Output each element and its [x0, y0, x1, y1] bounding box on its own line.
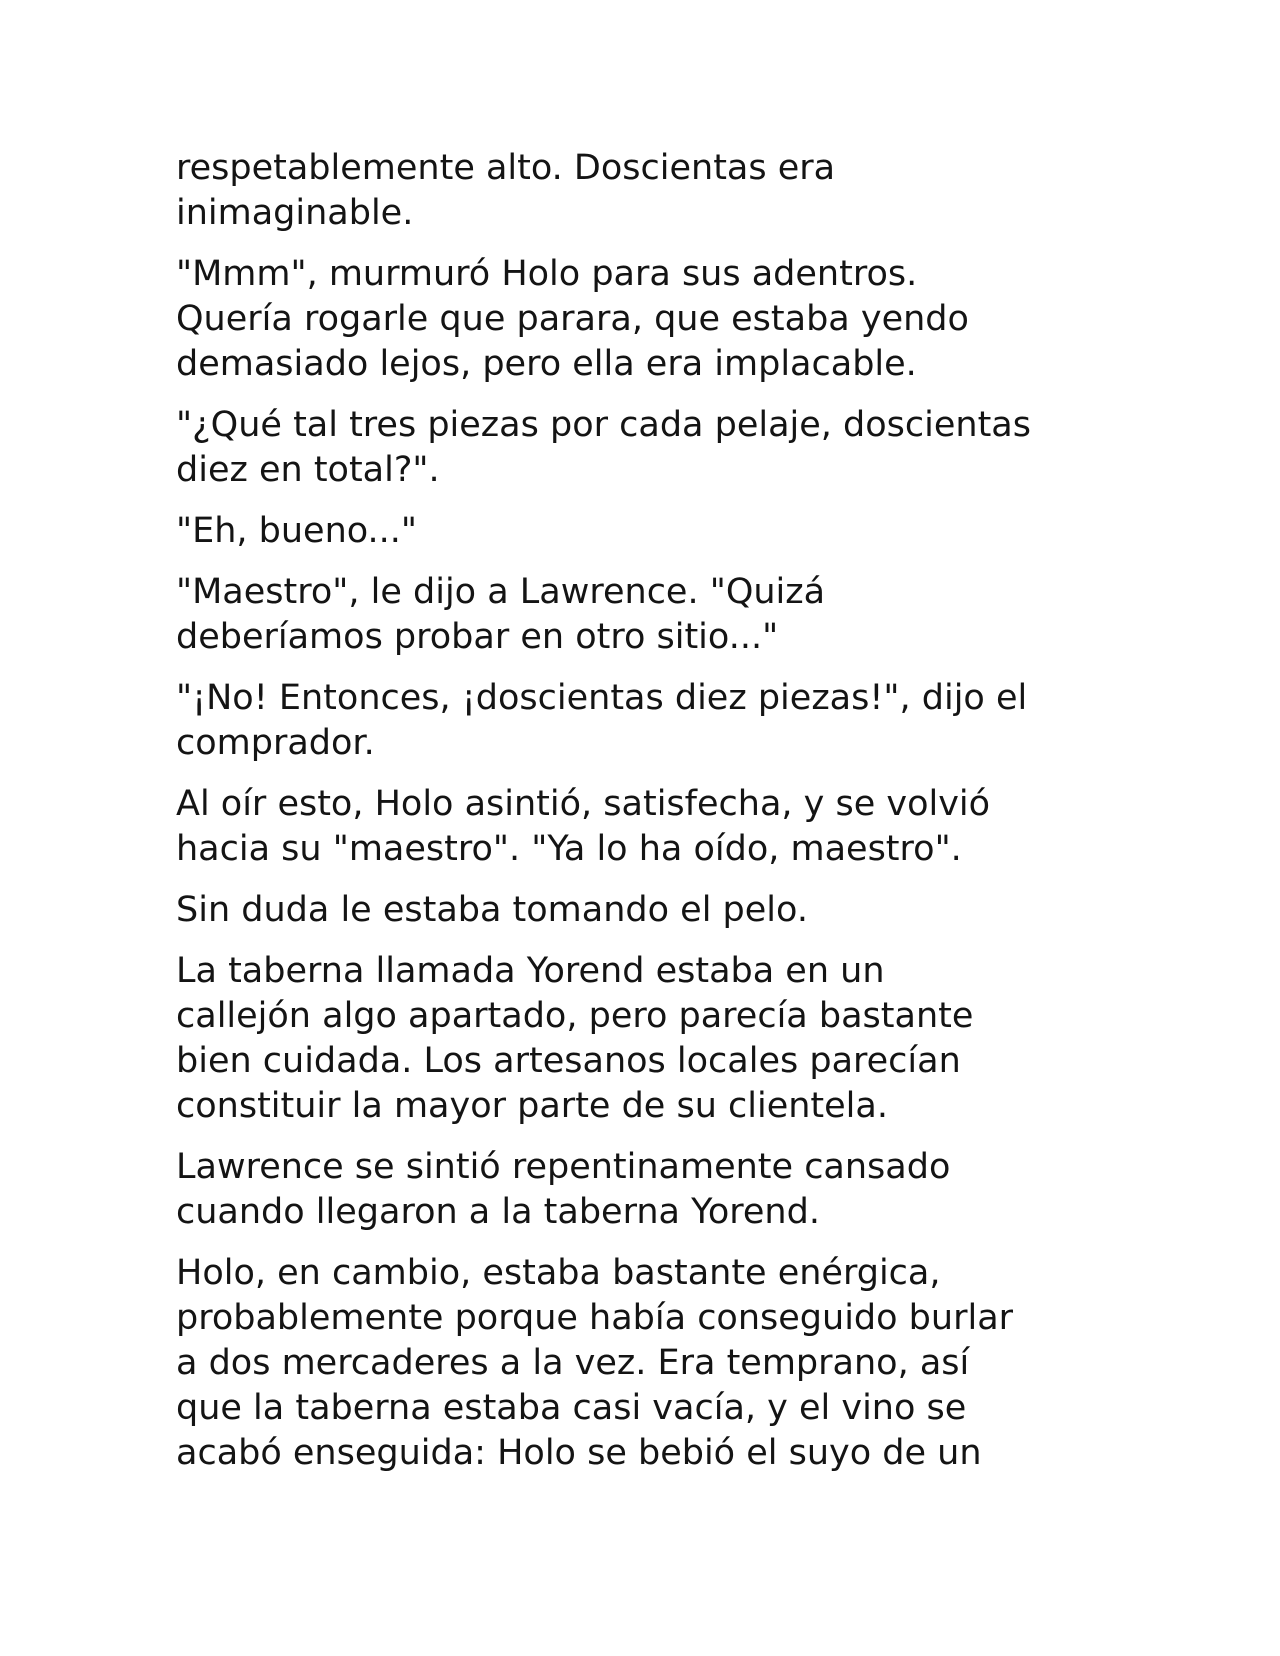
text-line: "Mmm", murmuró Holo para sus adentros. [176, 254, 918, 294]
paragraph [176, 403, 1116, 493]
text-line: a dos mercaderes a la vez. Era temprano, así [176, 1343, 970, 1383]
text-line: Sin duda le estaba tomando el pelo. [176, 890, 808, 930]
text-line: constituir la mayor parte de su clientela. [176, 1086, 888, 1126]
text-line: cuando llegaron a la taberna Yorend. [176, 1192, 820, 1232]
text-line: Al oír esto, Holo asintió, satisfecha, y se volvió [176, 784, 991, 824]
paragraph [176, 676, 1116, 766]
paragraph [176, 1251, 1116, 1476]
paragraph [176, 1145, 1116, 1235]
paragraph [176, 782, 1116, 872]
text-line: probablemente porque había conseguido burlar [176, 1298, 1014, 1338]
text-line: acabó enseguida: Holo se bebió el suyo de un [176, 1433, 982, 1473]
text-line: bien cuidada. Los artesanos locales parecían [176, 1041, 961, 1081]
text-line: demasiado lejos, pero ella era implacable. [176, 344, 917, 384]
text-line: "Maestro", le dijo a Lawrence. "Quizá [176, 572, 826, 612]
paragraph [176, 949, 1116, 1129]
text-line: comprador. [176, 723, 375, 763]
text-line: deberíamos probar en otro sitio..." [176, 617, 779, 657]
text-line: callejón algo apartado, pero parecía bastante [176, 996, 974, 1036]
text-line: "¿Qué tal tres piezas por cada pelaje, doscientas [176, 405, 1031, 445]
paragraph [176, 509, 1116, 554]
text-line: respetablemente alto. Doscientas era [176, 148, 836, 188]
text-line: que la taberna estaba casi vacía, y el vino se [176, 1388, 967, 1428]
document-page [176, 146, 1116, 1492]
text-line: "Eh, bueno..." [176, 511, 418, 551]
text-line: Holo, en cambio, estaba bastante enérgica, [176, 1253, 941, 1293]
text-line: Lawrence se sintió repentinamente cansado [176, 1147, 951, 1187]
paragraph [176, 146, 1116, 236]
paragraph [176, 252, 1116, 387]
text-line: inimaginable. [176, 193, 414, 233]
text-line: diez en total?". [176, 450, 440, 490]
text-line: Quería rogarle que parara, que estaba yendo [176, 299, 969, 339]
paragraph [176, 570, 1116, 660]
text-line: La taberna llamada Yorend estaba en un [176, 951, 885, 991]
text-line: "¡No! Entonces, ¡doscientas diez piezas!", dijo el [176, 678, 1028, 718]
paragraph [176, 888, 1116, 933]
text-line: hacia su "maestro". "Ya lo ha oído, maestro". [176, 829, 962, 869]
